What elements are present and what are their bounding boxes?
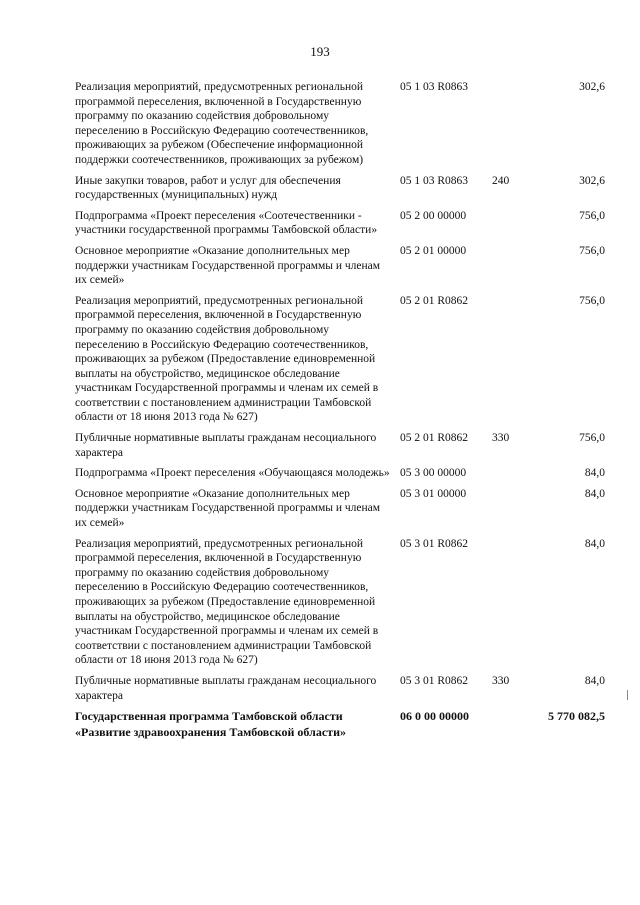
row-code: 05 2 01 00000 [400,244,467,257]
row-code: 05 2 01 R0862 [400,294,469,307]
row-amount: 84,0 [584,674,605,687]
row-expense-type: 330 [492,432,510,445]
row-amount: 84,0 [584,487,605,500]
row-amount: 756,0 [579,209,605,222]
row-amount: 302,6 [579,174,605,187]
table-row [75,174,605,203]
budget-table [75,80,605,746]
row-name: Государственная программа Тамбовской области «Развитие здравоохранения Тамбовской области» [75,709,346,739]
page-number: 193 [310,44,330,59]
row-amount: 84,0 [584,467,605,480]
table-row [75,537,605,668]
row-code: 05 1 03 R0863 [400,81,469,93]
table-row [75,466,605,481]
row-amount: 756,0 [579,294,605,307]
row-name: Основное мероприятие «Оказание дополнительных мер поддержки участникам Государственной программы и членам их семей» [75,244,381,287]
row-code: 05 3 01 R0862 [400,674,469,687]
row-expense-type: 330 [492,674,510,687]
table-row [75,294,605,425]
row-name: Реализация мероприятий, предусмотренных региональной программой переселения, включенной в Государственную программу по оказанию содействия добровольному переселению в Российскую Федерацию соотечественников, проживающих за рубежом (Предоставление единовременной выплаты на обустройство, медицинское обследование участникам Государственной программы и членам их семей в соответствии с постановлением администрации Тамбовской области от 18 июня 2013 года № 627) [75,294,379,424]
row-code: 05 3 00 00000 [400,467,467,480]
row-code: 05 2 00 00000 [400,209,467,222]
table-row [75,80,605,168]
row-name: Подпрограмма «Проект переселения «Обучающаяся молодежь» [75,467,390,480]
row-code: 05 3 01 R0862 [400,537,469,550]
row-expense-type: 240 [492,174,510,187]
row-name: Публичные нормативные выплаты гражданам несоциального характера [75,674,377,702]
table-row [75,209,605,238]
row-name: Основное мероприятие «Оказание дополнительных мер поддержки участникам Государственной программы и членам их семей» [75,487,381,530]
row-amount: 84,0 [584,537,605,550]
scan-mark [627,690,628,700]
row-code: 06 0 00 00000 [400,709,469,724]
row-amount: 756,0 [579,432,605,445]
row-amount: 5 770 082,5 [548,709,605,724]
row-amount: 756,0 [579,244,605,257]
row-name: Публичные нормативные выплаты гражданам несоциального характера [75,432,377,459]
table-row [75,674,605,703]
table-row-total [75,709,605,740]
row-name: Подпрограмма «Проект переселения «Соотечественники - участники государственной программы Тамбовской области» [75,209,378,237]
table-row [75,431,605,460]
row-name: Реализация мероприятий, предусмотренных региональной программой переселения, включенной в Государственную программу по оказанию содействия добровольному переселению в Российскую Федерацию соотечественников, проживающих за рубежом (Обеспечение информационной поддержки соотечественников, проживающих за рубежом) [75,81,369,166]
row-code: 05 3 01 00000 [400,487,467,500]
row-amount: 302,6 [579,81,605,93]
row-code: 05 1 03 R0863 [400,174,469,187]
row-name: Реализация мероприятий, предусмотренных региональной программой переселения, включенной в Государственную программу по оказанию содействия добровольному переселению в Российскую Федерацию соотечественников, проживающих за рубежом (Предоставление единовременной выплаты на обустройство, медицинское обследование участникам Государственной программы и членам их семей в соответствии с постановлением администрации Тамбовской области от 18 июня 2013 года № 627) [75,537,379,667]
row-name: Иные закупки товаров, работ и услуг для обеспечения государственных (муниципальных) нужд [75,174,341,202]
table-row [75,244,605,288]
table-row [75,487,605,531]
row-code: 05 2 01 R0862 [400,432,469,445]
